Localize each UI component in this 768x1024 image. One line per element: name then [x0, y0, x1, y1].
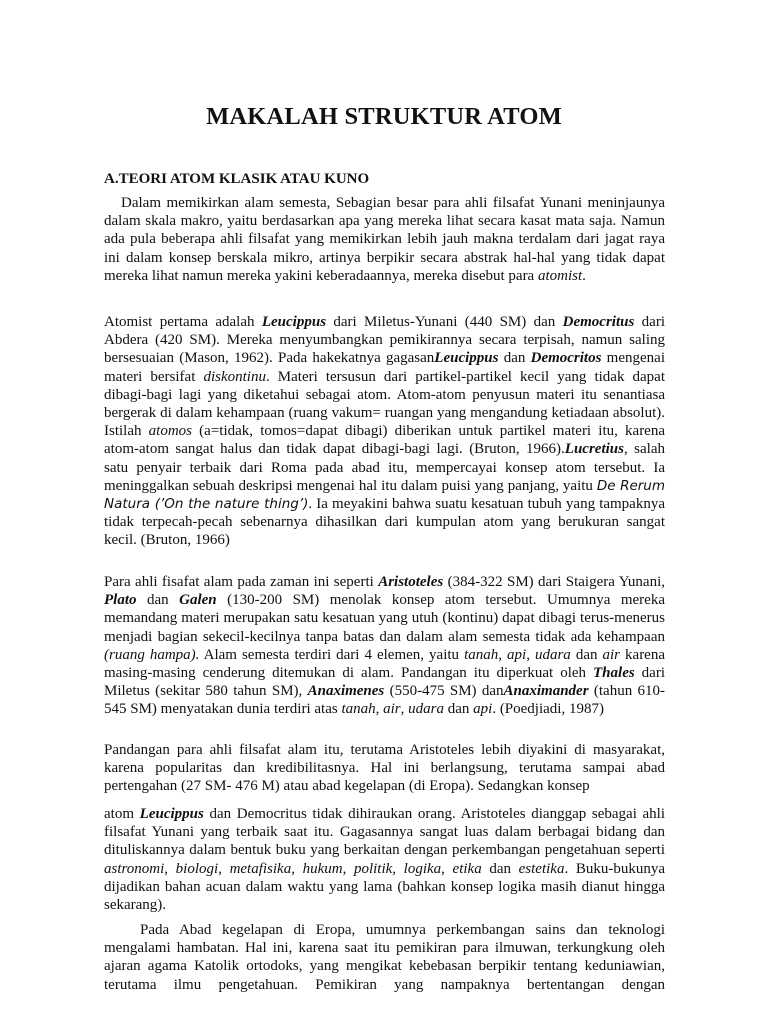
p5-estetika: estetika	[518, 860, 565, 877]
p3-text: ,	[375, 701, 384, 718]
p5-text: ,	[392, 860, 404, 877]
p2-atomos: atomos	[148, 423, 193, 440]
p2-text: dari Miletus-Yunani (440 SM) dan	[326, 314, 563, 330]
paragraph-5	[104, 805, 665, 914]
p3-text: ,	[526, 646, 535, 663]
p3-text: (tahun 610-545 SM) menyatakan dunia terdiri atas	[104, 683, 665, 718]
p3-api: api	[507, 646, 527, 663]
p2-text: (a=tidak, tomos=dapat dibagi) diberikan untuk partikel materi itu, karena atom-atom sangat halus dan tidak dapat dibagi-bagi lagi. (Bruton, 1966).	[104, 423, 665, 458]
p3-text: . (Poedjiadi, 1987)	[492, 701, 604, 718]
p2-text: . Ia meyakini bahwa suatu kesatuan tubuh yang tampaknya tidak terpecah-pecah sebenarnya dihasilkan dari kumpulan atom yang berukuran sangat kecil. (Bruton, 1966)	[104, 496, 665, 549]
p2-diskontinu: diskontinu	[203, 368, 266, 385]
p3-text: dan	[570, 646, 603, 663]
paragraph-6	[104, 921, 665, 994]
p2-text: dan	[498, 350, 531, 367]
p3-text: Alam semesta terdiri dari 4 elemen, yaitu	[199, 646, 465, 663]
p1-text: Dalam memikirkan alam semesta, Sebagian besar para ahli filsafat Yunani meninjaunya dalam skala makro, yaitu berdasarkan apa yang mereka lihat secara kasat mata saja. Namun ada pula beberapa ahli filsafat yang memikirkan lebih jauh makna terdalam dari jagat raya ini dalam konsep berskala mikro, artinya berpikir secara abstrak hal-hal yang tidak dapat mereka lihat namun mereka yakini keberadaannya, mereka disebut para	[104, 195, 665, 284]
p2-text: dari Abdera (420 SM). Mereka menyumbangkan pemikirannya secara terpisah, namun saling bersesuaian (Mason, 1962). Pada hakekatnya gagasan	[104, 314, 665, 367]
p3-udara: udara	[534, 646, 571, 663]
p3-air: air	[602, 646, 621, 663]
p3-thales: Thales	[593, 665, 635, 682]
p5-etika: etika	[452, 860, 482, 877]
p3-text: dan	[443, 701, 474, 718]
p5-hukum: hukum	[302, 860, 343, 877]
p3-text: karena masing-masing cenderung ditemukan di alam. Pandangan itu diperkuat oleh	[104, 646, 665, 682]
p2-lucretius: Lucretius	[564, 441, 624, 458]
p2-democritos: Democritos	[530, 350, 602, 367]
p5-metafisika: metafisika	[229, 860, 292, 877]
p2-de-rerum-natura: De Rerum Natura (’On the nature thing’)	[104, 477, 666, 513]
p3-aristoteles: Aristoteles	[378, 574, 444, 590]
p2-text: . Materi tersusun dari partikel-partikel kecil yang tidak dapat dibagi-bagi lagi yang diketahui sebagai atom. Atom-atom penyusun materi itu senantiasa bergerak di dalam kehampaan (ruang vakum= ruangan yang mengandung ketiadaan absolut). Istilah	[104, 368, 666, 440]
p4-text: Pandangan para ahli filsafat alam itu, terutama Aristoteles lebih diyakini di masyarakat, karena popularitas dan kredibilitasnya. Hal ini berlangsung, terutama sampai abad pertengahan (27 SM- 476 M) atau abad kegelapan (di Eropa). Sedangkan konsep	[104, 742, 665, 795]
p5-text: atom	[104, 806, 140, 822]
paragraph-1	[104, 194, 665, 285]
p3-tanah: tanah	[464, 646, 499, 663]
p5-leucippus: Leucippus	[139, 806, 204, 822]
p5-biologi: biologi	[175, 860, 219, 877]
p3-ruang-hampa: (ruang hampa).	[104, 646, 200, 663]
p2-democritus: Democritus	[562, 314, 635, 330]
p3-api: api	[473, 701, 493, 718]
p3-tanah: tanah	[341, 701, 376, 718]
p2-leucippus: Leucippus	[261, 314, 327, 330]
p3-air: air	[383, 701, 401, 718]
section-heading: A.TEORI ATOM KLASIK ATAU KUNO	[104, 171, 370, 187]
p3-text: ,	[400, 701, 409, 718]
p5-text: . Buku-bukunya dijadikan bahan acuan dalam waktu yang lama (bahkan konsep logika masih dianut hingga sekarang).	[104, 860, 665, 914]
p5-text: dan Democritus tidak dihiraukan orang. Aristoteles dianggap sebagai ahli filsafat Yunani yang terbaik saat itu. Gagasannya sangat luas dalam berbagai bidang dan dituliskannya dalam bentuk buku yang berkaitan dengan perkembangan pengetahuan seperti	[104, 806, 666, 859]
p2-text: mengenai materi bersifat	[104, 350, 665, 385]
p3-text: Para ahli fisafat alam pada zaman ini seperti	[104, 574, 379, 590]
p5-logika: logika	[403, 860, 442, 877]
p3-plato: Plato	[104, 592, 137, 609]
p2-text: , salah satu penyair terbaik dari Roma pada abad itu, mempercayai konsep atom tersebut. Ia meninggalkan sebuah deskripsi mengenai hal itu dalam puisi yang panjang, yaitu	[104, 441, 665, 494]
p6-text: Pada Abad kegelapan di Eropa, umumnya perkembangan sains dan teknologi mengalami hambatan. Hal ini, karena saat itu pemikiran para ilmuwan, terkungkung oleh ajaran agama Katolik ortodoks, yang mengikat kebebasan berpikir tentang keduniawian, terutama ilmu pengetahuan. Pemikiran yang nampaknya bertentangan dengan	[104, 922, 665, 993]
p1-end: .	[582, 267, 586, 284]
p5-text: ,	[441, 860, 453, 877]
p2-text: Atomist pertama adalah	[104, 314, 262, 330]
p3-text: (130-200 SM) menolak konsep atom tersebut. Umumnya mereka memandang materi merupakan satu kesatuan yang utuh (kontinu) dapat dibagi terus-menerus menjadi bagian sekecil-kecilnya tanpa batas dan dalam alam semesta tidak ada kehampaan	[104, 592, 665, 645]
p5-text: ,	[164, 860, 176, 877]
paragraph-4	[104, 741, 665, 796]
p3-text: (384-322 SM) dari Staigera Yunani,	[443, 574, 665, 590]
p5-astronomi: astronomi	[104, 860, 165, 877]
p3-text: dan	[136, 592, 180, 609]
p1-atomist: atomist	[537, 267, 583, 284]
p5-text: dan	[481, 860, 519, 877]
p5-politik: politik	[353, 860, 393, 877]
p3-text: dari Miletus (sekitar 580 tahun SM),	[104, 665, 665, 700]
p3-galen: Galen	[179, 592, 217, 609]
p2-leucippus: Leucippus	[434, 350, 499, 367]
p3-anaximander: Anaximander	[503, 683, 589, 700]
page-title: MAKALAH STRUKTUR ATOM	[206, 103, 562, 130]
paragraph-2	[104, 313, 665, 550]
p3-text: (550-475 SM) dan	[384, 683, 504, 700]
p3-anaximenes: Anaximenes	[307, 683, 385, 700]
p5-text: ,	[342, 860, 354, 877]
p5-text: ,	[291, 860, 303, 877]
paragraph-3	[104, 573, 665, 719]
p5-text: ,	[218, 860, 230, 877]
p3-udara: udara	[408, 701, 444, 718]
p3-text: ,	[498, 646, 508, 663]
